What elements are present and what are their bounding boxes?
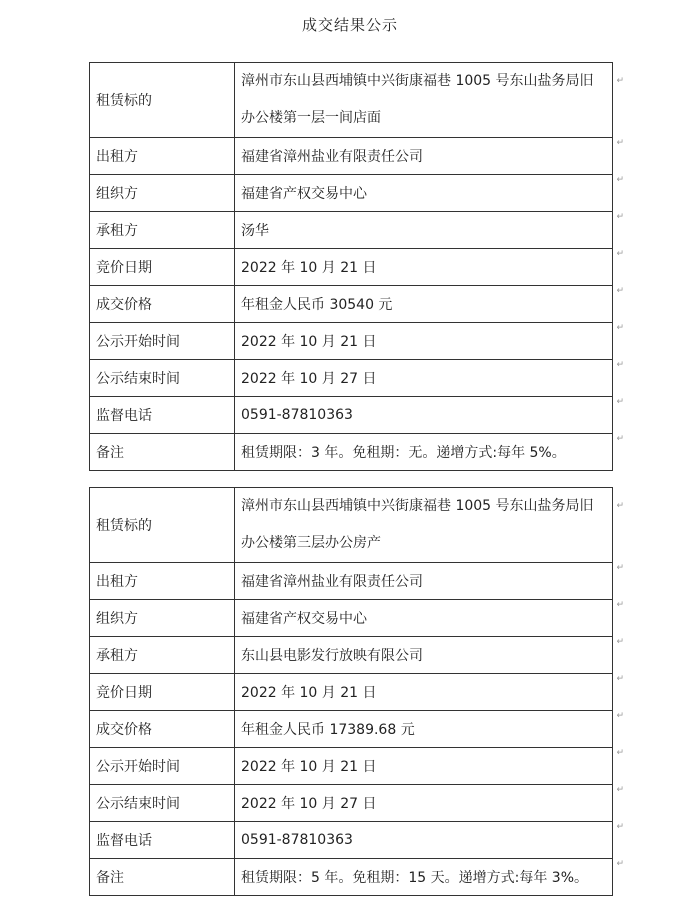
row-value-text: 东山县电影发行放映有限公司 — [241, 648, 423, 664]
row-value — [235, 323, 624, 360]
row-label: 公示开始时间 — [90, 748, 235, 785]
row-value — [235, 748, 624, 785]
table-row — [90, 138, 613, 175]
row-value — [235, 637, 624, 674]
row-value — [235, 397, 624, 434]
row-value — [235, 822, 624, 859]
row-label: 租赁标的 — [90, 488, 235, 563]
table-row — [90, 63, 613, 138]
row-value-text: 漳州市东山县西埔镇中兴街康福巷 1005 号东山盐务局旧办公楼第三层办公房产 — [241, 498, 594, 551]
row-label: 竞价日期 — [90, 674, 235, 711]
table-row — [90, 600, 613, 637]
row-value — [235, 212, 624, 249]
table-row — [90, 397, 613, 434]
row-value-text: 2022 年 10 月 27 日 — [241, 371, 377, 387]
paragraph-mark-icon: ↵ — [616, 397, 624, 407]
table-row — [90, 360, 613, 397]
row-label: 成交价格 — [90, 711, 235, 748]
table-row — [90, 249, 613, 286]
row-value-text: 0591-87810363 — [241, 407, 353, 423]
table-row — [90, 323, 613, 360]
row-label: 承租方 — [90, 212, 235, 249]
table-row — [90, 488, 613, 563]
table-row — [90, 175, 613, 212]
paragraph-mark-icon: ↵ — [616, 138, 624, 148]
paragraph-mark-icon: ↵ — [616, 286, 624, 296]
row-value — [235, 63, 624, 138]
row-value — [235, 286, 624, 323]
row-value — [235, 711, 624, 748]
row-value-text: 0591-87810363 — [241, 832, 353, 848]
row-value-text: 福建省产权交易中心 — [241, 186, 367, 202]
row-label: 备注 — [90, 859, 235, 896]
paragraph-mark-icon: ↵ — [616, 501, 624, 511]
row-label: 出租方 — [90, 138, 235, 175]
transaction-table-2 — [89, 487, 624, 896]
paragraph-mark-icon: ↵ — [616, 76, 624, 86]
row-value-text: 福建省漳州盐业有限责任公司 — [241, 574, 423, 590]
paragraph-mark-icon: ↵ — [616, 434, 624, 444]
row-label: 出租方 — [90, 563, 235, 600]
row-value-text: 年租金人民币 17389.68 元 — [241, 722, 415, 738]
row-label: 公示结束时间 — [90, 785, 235, 822]
table-row — [90, 286, 613, 323]
row-value — [235, 859, 624, 896]
table-row — [90, 434, 613, 471]
paragraph-mark-icon: ↵ — [616, 711, 624, 721]
paragraph-mark-icon: ↵ — [616, 360, 624, 370]
row-label: 监督电话 — [90, 822, 235, 859]
row-value-text: 福建省漳州盐业有限责任公司 — [241, 149, 423, 165]
row-value-text: 2022 年 10 月 27 日 — [241, 796, 377, 812]
table-row — [90, 674, 613, 711]
paragraph-mark-icon: ↵ — [616, 249, 624, 259]
row-value — [235, 674, 624, 711]
row-value — [235, 600, 624, 637]
table-row — [90, 212, 613, 249]
row-label: 监督电话 — [90, 397, 235, 434]
paragraph-mark-icon: ↵ — [616, 785, 624, 795]
row-value-text: 2022 年 10 月 21 日 — [241, 260, 377, 276]
paragraph-mark-icon: ↵ — [616, 175, 624, 185]
paragraph-mark-icon: ↵ — [616, 637, 624, 647]
row-value-text: 2022 年 10 月 21 日 — [241, 759, 377, 775]
table-row — [90, 637, 613, 674]
row-label: 承租方 — [90, 637, 235, 674]
row-label: 竞价日期 — [90, 249, 235, 286]
row-label: 备注 — [90, 434, 235, 471]
row-value-text: 漳州市东山县西埔镇中兴街康福巷 1005 号东山盐务局旧办公楼第一层一间店面 — [241, 73, 594, 126]
row-value — [235, 434, 624, 471]
row-value — [235, 138, 624, 175]
row-value-text: 福建省产权交易中心 — [241, 611, 367, 627]
transaction-table-1 — [89, 62, 624, 471]
page-title: 成交结果公示 — [301, 16, 398, 34]
row-label: 租赁标的 — [90, 63, 235, 138]
paragraph-mark-icon: ↵ — [616, 822, 624, 832]
paragraph-mark-icon: ↵ — [616, 212, 624, 222]
row-value — [235, 249, 624, 286]
paragraph-mark-icon: ↵ — [616, 674, 624, 684]
paragraph-mark-icon: ↵ — [616, 859, 624, 869]
table-row — [90, 785, 613, 822]
row-label: 组织方 — [90, 600, 235, 637]
row-label: 公示结束时间 — [90, 360, 235, 397]
row-label: 成交价格 — [90, 286, 235, 323]
paragraph-mark-icon: ↵ — [616, 748, 624, 758]
row-value-text: 2022 年 10 月 21 日 — [241, 334, 377, 350]
table-row — [90, 748, 613, 785]
row-value-text: 租赁期限：5 年。免租期：15 天。递增方式:每年 3%。 — [241, 870, 588, 886]
row-value — [235, 488, 624, 563]
table-row — [90, 859, 613, 896]
paragraph-mark-icon: ↵ — [616, 600, 624, 610]
table-row — [90, 822, 613, 859]
table-row — [90, 711, 613, 748]
row-value — [235, 563, 624, 600]
paragraph-mark-icon: ↵ — [616, 563, 624, 573]
row-value — [235, 360, 624, 397]
table-row — [90, 563, 613, 600]
row-value-text: 汤华 — [241, 223, 269, 239]
row-value — [235, 175, 624, 212]
row-label: 组织方 — [90, 175, 235, 212]
row-label: 公示开始时间 — [90, 323, 235, 360]
row-value-text: 2022 年 10 月 21 日 — [241, 685, 377, 701]
paragraph-mark-icon: ↵ — [616, 323, 624, 333]
row-value — [235, 785, 624, 822]
row-value-text: 租赁期限：3 年。免租期：无。递增方式:每年 5%。 — [241, 445, 566, 461]
row-value-text: 年租金人民币 30540 元 — [241, 297, 393, 313]
